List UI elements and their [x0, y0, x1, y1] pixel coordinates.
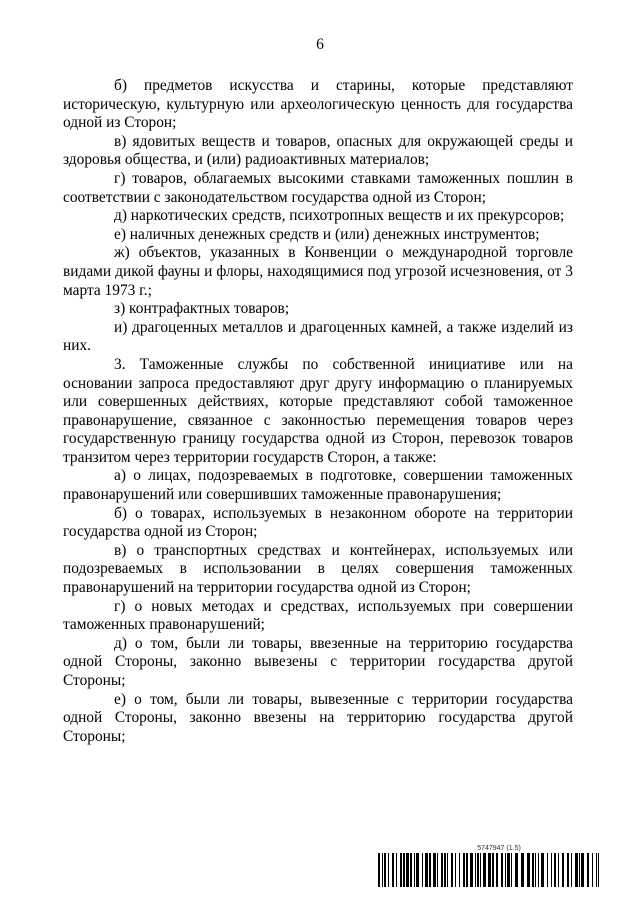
- paragraph: в) о транспортных средствах и контейнерах, используемых или подозреваемых в использовании в целях совершения таможенных правонарушений на территории государства одной из Сторон;: [63, 541, 573, 597]
- document-footer: [378, 845, 600, 887]
- paragraph: д) о том, были ли товары, ввезенные на территорию государства одной Стороны, законно вывезены с территории государства другой Стороны;: [63, 634, 573, 689]
- paragraph: и) драгоценных металлов и драгоценных камней, а также изделий из них.: [63, 318, 573, 355]
- page-number: 6: [316, 36, 324, 53]
- paragraph: б) о товарах, используемых в незаконном обороте на территории государства одной из Сторон;: [63, 504, 573, 541]
- paragraph: г) о новых методах и средствах, используемых при совершении таможенных правонарушений;: [63, 597, 573, 634]
- paragraph: а) о лицах, подозреваемых в подготовке, совершении таможенных правонарушений или совершивших таможенные правонарушения;: [63, 467, 573, 504]
- barcode-caption: 5747947 (1.5): [477, 845, 521, 852]
- paragraph: в) ядовитых веществ и товаров, опасных для окружающей среды и здоровья общества, и (или) радиоактивных материалов;: [63, 132, 573, 169]
- paragraph: г) товаров, облагаемых высокими ставками таможенных пошлин в соответствии с законодательством государства одной из Сторон;: [63, 169, 573, 206]
- document-body: [63, 77, 573, 746]
- paragraph: б) предметов искусства и старины, которые представляют историческую, культурную или археологическую ценность для государства одной из Сторон;: [63, 77, 573, 132]
- paragraph: 3. Таможенные службы по собственной инициативе или на основании запроса предоставляют друг другу информацию о планируемых или совершенных действиях, которые представляют собой таможенное правонарушение, связанное с законностью перемещения товаров через государственную границу государства одной из Сторон, перевозок товаров транзитом через территории государств Сторон, а также:: [63, 355, 573, 466]
- paragraph: д) наркотических средств, психотропных веществ и их прекурсоров;: [114, 207, 565, 225]
- paragraph: е) о том, были ли товары, вывезенные с территории государства одной Стороны, законно ввезены на территорию государства другой Стороны;: [63, 690, 573, 745]
- paragraph: е) наличных денежных средств и (или) денежных инструментов;: [114, 225, 540, 243]
- barcode-icon: [378, 853, 600, 887]
- paragraph: з) контрафактных товаров;: [114, 300, 290, 318]
- paragraph: ж) объектов, указанных в Конвенции о международной торговле видами дикой фауны и флоры, находящимися под угрозой исчезновения, от 3 марта 1973 г.;: [63, 244, 573, 299]
